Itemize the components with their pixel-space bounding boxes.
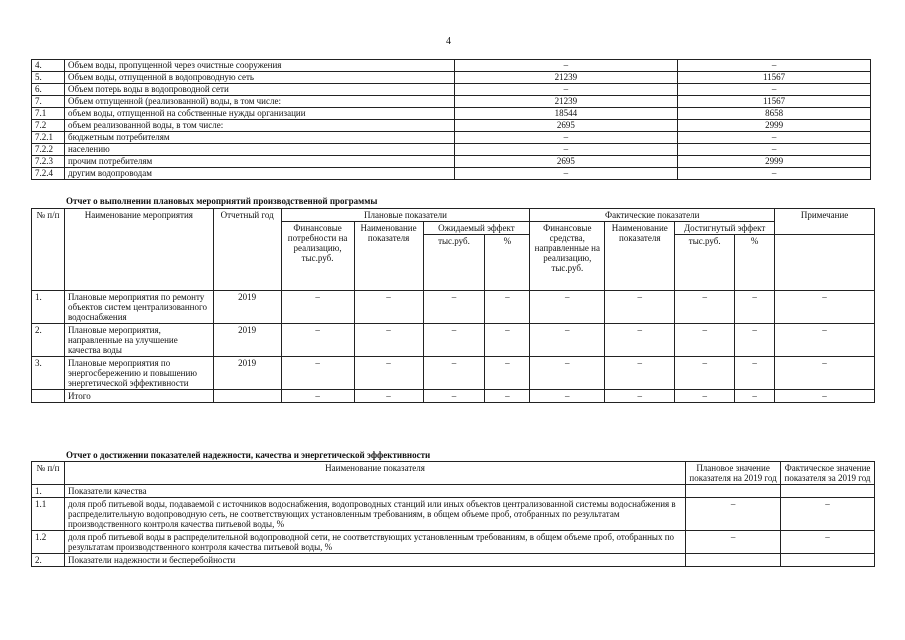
total-row	[32, 390, 875, 403]
row-name: Показатели надежности и бесперебойности	[64, 554, 685, 567]
row-num	[32, 390, 65, 403]
row-plan: –	[686, 531, 781, 554]
cell: –	[605, 357, 675, 390]
row-num: 4.	[32, 60, 65, 72]
table-row	[32, 156, 871, 168]
cell: –	[775, 291, 875, 324]
row-num: 2.	[32, 554, 65, 567]
row-fact: –	[781, 531, 875, 554]
row-fact: –	[678, 168, 871, 180]
row-year	[213, 390, 281, 403]
row-plan: 2695	[454, 156, 678, 168]
row-plan: 21239	[454, 96, 678, 108]
header-pct-plan: %	[485, 235, 530, 291]
table-row	[32, 324, 875, 357]
table-row	[32, 144, 871, 156]
table-row	[32, 291, 875, 324]
row-num: 1.1	[32, 498, 65, 531]
row-plan: –	[454, 60, 678, 72]
table-row	[32, 60, 871, 72]
header-pct-fact: %	[735, 235, 775, 291]
row-num: 7.2.1	[32, 132, 65, 144]
row-name: Объем потерь воды в водопроводной сети	[64, 84, 454, 96]
row-fact	[781, 554, 875, 567]
row-num: 1.	[32, 485, 65, 498]
cell: –	[423, 390, 485, 403]
cell: –	[675, 324, 735, 357]
header-plan: Плановое значение показателя на 2019 год	[686, 462, 781, 485]
row-fact: 8658	[678, 108, 871, 120]
header-note: Примечание	[775, 209, 875, 235]
water-volume-table	[31, 59, 871, 180]
cell: –	[735, 357, 775, 390]
row-num: 5.	[32, 72, 65, 84]
cell: –	[485, 390, 530, 403]
table-row	[32, 531, 875, 554]
row-num: 7.	[32, 96, 65, 108]
row-name: объем реализованной воды, в том числе:	[64, 120, 454, 132]
cell: –	[775, 390, 875, 403]
row-fact: 11567	[678, 72, 871, 84]
cell: –	[775, 324, 875, 357]
cell: –	[423, 357, 485, 390]
page-number: 4	[446, 36, 451, 47]
row-num: 7.1	[32, 108, 65, 120]
row-name: Плановые мероприятия по ремонту объектов систем централизованного водоснабжения	[64, 291, 213, 324]
cell: –	[735, 291, 775, 324]
row-fact: –	[678, 60, 871, 72]
cell: –	[281, 357, 354, 390]
row-name: другим водопроводам	[64, 168, 454, 180]
row-plan: 21239	[454, 72, 678, 84]
header-row	[32, 209, 875, 222]
cell: –	[775, 357, 875, 390]
cell: –	[605, 291, 675, 324]
row-name: Плановые мероприятия, направленные на улучшение качества воды	[64, 324, 213, 357]
cell: –	[281, 291, 354, 324]
cell: –	[354, 291, 423, 324]
cell: –	[485, 291, 530, 324]
row-num: 3.	[32, 357, 65, 390]
row-plan	[686, 554, 781, 567]
indicators-table	[31, 461, 875, 567]
row-name: объем воды, отпущенной на собственные нужды организации	[64, 108, 454, 120]
row-name: доля проб питьевой воды, подаваемой с источников водоснабжения, водопроводных станций или иных объектов централизованной системы водоснабжения в распределительную водопроводную сеть, не соответствующих установленным требованиям, в общем объеме проб, отобранных по результатам производственного контроля качества питьевой воды, %	[64, 498, 685, 531]
header-ind-name-fact: Наименование показателя	[605, 222, 675, 291]
row-year: 2019	[213, 324, 281, 357]
cell: –	[530, 291, 605, 324]
cell: –	[354, 324, 423, 357]
row-year: 2019	[213, 357, 281, 390]
row-name: Объем воды, пропущенной через очистные сооружения	[64, 60, 454, 72]
header-fact: Фактическое значение показателя за 2019 год	[781, 462, 875, 485]
cell: –	[485, 357, 530, 390]
cell: –	[735, 390, 775, 403]
header-ind-name-plan: Наименование показателя	[354, 222, 423, 291]
row-name: Итого	[64, 390, 213, 403]
table-row	[32, 96, 871, 108]
row-name: населению	[64, 144, 454, 156]
header-planned: Плановые показатели	[281, 209, 530, 222]
header-num: № п/п	[32, 462, 65, 485]
row-plan: 2695	[454, 120, 678, 132]
header-fin-means: Финансовые средства, направленные на реализацию, тыс.руб.	[530, 222, 605, 291]
cell: –	[354, 390, 423, 403]
cell: –	[735, 324, 775, 357]
row-fact: –	[678, 132, 871, 144]
row-name: Плановые мероприятия по энергосбережению и повышению энергетической эффективности	[64, 357, 213, 390]
program-events-table	[31, 208, 875, 403]
row-fact: –	[678, 84, 871, 96]
cell: –	[354, 357, 423, 390]
row-name: прочим потребителям	[64, 156, 454, 168]
row-name: Объем отпущенной (реализованной) воды, в том числе:	[64, 96, 454, 108]
header-actual: Фактические показатели	[530, 209, 775, 222]
row-name: доля проб питьевой воды в распределительной водопроводной сети, не соответствующих установленным требованиям, в общем объеме проб, отобранных по результатам производственного контроля качества питьевой воды, %	[64, 531, 685, 554]
cell: –	[675, 291, 735, 324]
cell: –	[675, 390, 735, 403]
report1-title: Отчет о выполнении плановых мероприятий производственной программы	[66, 196, 378, 206]
header-expected-effect: Ожидаемый эффект	[423, 222, 530, 235]
table-row	[32, 120, 871, 132]
table-row	[32, 357, 875, 390]
row-name: бюджетным потребителям	[64, 132, 454, 144]
cell: –	[485, 324, 530, 357]
row-num: 6.	[32, 84, 65, 96]
row-name: Показатели качества	[64, 485, 685, 498]
row-num: 2.	[32, 324, 65, 357]
row-num: 7.2	[32, 120, 65, 132]
table-row	[32, 132, 871, 144]
row-name: Объем воды, отпущенной в водопроводную сеть	[64, 72, 454, 84]
cell: –	[281, 324, 354, 357]
table-row	[32, 84, 871, 96]
header-fin-need: Финансовые потребности на реализацию, тыс.руб.	[281, 222, 354, 291]
row-plan: –	[454, 84, 678, 96]
header-row	[32, 462, 875, 485]
header-num: № п/п	[32, 209, 65, 291]
row-fact	[781, 485, 875, 498]
row-plan: 18544	[454, 108, 678, 120]
row-num: 1.2	[32, 531, 65, 554]
row-num: 7.2.2	[32, 144, 65, 156]
cell: –	[423, 324, 485, 357]
table-row	[32, 498, 875, 531]
row-fact: –	[781, 498, 875, 531]
header-note-blank	[775, 235, 875, 291]
row-num: 7.2.3	[32, 156, 65, 168]
table-row	[32, 485, 875, 498]
cell: –	[530, 390, 605, 403]
row-fact: 2999	[678, 156, 871, 168]
row-fact: 11567	[678, 96, 871, 108]
row-plan: –	[454, 144, 678, 156]
row-plan: –	[686, 498, 781, 531]
header-tys-fact: тыс.руб.	[675, 235, 735, 291]
report2-title: Отчет о достижении показателей надежности, качества и энергетической эффективности	[66, 450, 431, 460]
cell: –	[605, 390, 675, 403]
row-plan: –	[454, 168, 678, 180]
row-num: 1.	[32, 291, 65, 324]
table-row	[32, 72, 871, 84]
header-tys-plan: тыс.руб.	[423, 235, 485, 291]
cell: –	[281, 390, 354, 403]
row-fact: 2999	[678, 120, 871, 132]
header-year: Отчетный год	[213, 209, 281, 291]
header-name: Наименование показателя	[64, 462, 685, 485]
table-row	[32, 554, 875, 567]
table-row	[32, 168, 871, 180]
table-row	[32, 108, 871, 120]
cell: –	[423, 291, 485, 324]
header-name: Наименование мероприятия	[64, 209, 213, 291]
cell: –	[530, 324, 605, 357]
row-plan	[686, 485, 781, 498]
header-achieved-effect: Достигнутый эффект	[675, 222, 775, 235]
row-plan: –	[454, 132, 678, 144]
cell: –	[530, 357, 605, 390]
row-fact: –	[678, 144, 871, 156]
row-num: 7.2.4	[32, 168, 65, 180]
row-year: 2019	[213, 291, 281, 324]
cell: –	[675, 357, 735, 390]
cell: –	[605, 324, 675, 357]
